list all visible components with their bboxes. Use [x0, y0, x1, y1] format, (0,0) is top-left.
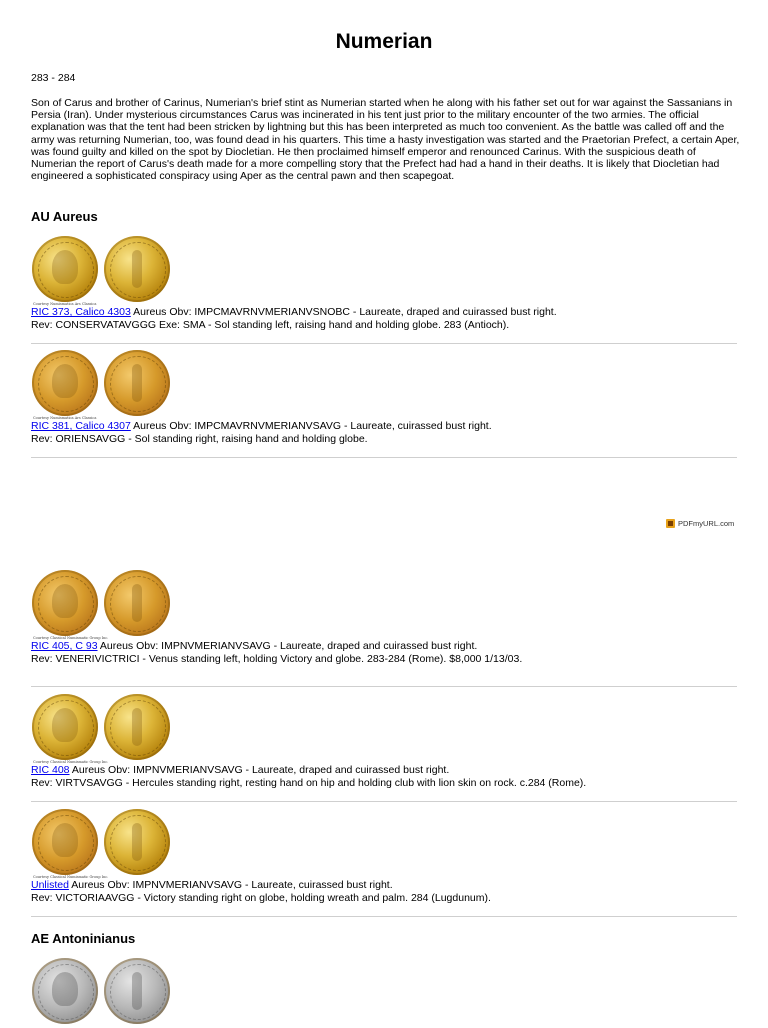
coin-entry	[31, 234, 737, 331]
divider	[31, 801, 737, 802]
coin-images	[31, 568, 737, 640]
ref-link[interactable]: RIC 408	[31, 764, 70, 776]
obverse-description: Aureus Obv: IMPNVMERIANVSAVG - Laureate, draped and cuirassed bust right.	[97, 640, 478, 652]
coin-images	[31, 956, 737, 1028]
reverse-description: Rev: CONSERVATAVGGG Exe: SMA - Sol standing left, raising hand and holding globe. 283 (Antioch).	[31, 318, 510, 331]
coin-obverse-image	[32, 570, 98, 636]
coin-reverse-image	[104, 958, 170, 1024]
coin-entry	[31, 807, 737, 904]
coin-reverse-image	[104, 570, 170, 636]
coin-obverse-image	[32, 958, 98, 1024]
coin-images	[31, 807, 737, 879]
biography-text: Son of Carus and brother of Carinus, Numerian's brief stint as Numerian started when he along with his father set out for war against the Sassanians in Persia (Iran). Under mysterious circumstances Carus was incinerated in his tent just prior to the military encounter of the two armies. The official explanation was that the tent had been stricken by lightning but this has been interpreted as much too convenient. As the battle was called off and the army was returning Numerian, too, was found dead in his quarters. This time a hasty investigation was started and the Praetorian Prefect, a certain Aper, was found guilty and killed on the spot by Diocletian. He then proclaimed himself emperor and renounced Carinus. With the suspicious death of Numerian the report of Carus's death made for a more compelling story that the Prefect had had a hand in their deaths. It is likely that Diocletian had engineered a sophisticated conspiracy using Aper as the central pawn and then scapegoat.	[31, 97, 740, 183]
obverse-description: Aureus Obv: IMPNVMERIANVSAVG - Laureate, cuirassed bust right.	[68, 879, 393, 891]
image-credit: Courtesy Numismatica Ars Classica	[33, 416, 97, 420]
coin-obverse-image	[32, 694, 98, 760]
coin-reverse-image	[104, 694, 170, 760]
reign-dates: 283 - 284	[31, 72, 76, 84]
divider	[31, 686, 737, 687]
section-heading-aureus: AU Aureus	[31, 209, 98, 224]
divider	[31, 457, 737, 458]
coin-obverse-line	[31, 879, 737, 892]
ref-link[interactable]: Unlisted	[31, 879, 69, 891]
coin-obverse-image	[32, 350, 98, 416]
coin-obverse-line	[31, 764, 737, 777]
coin-reverse-image	[104, 350, 170, 416]
ref-link[interactable]: RIC 381, Calico 4307	[31, 420, 131, 432]
pdfmyurl-label: PDFmyURL.com	[678, 519, 735, 528]
coin-images	[31, 692, 737, 764]
coin-obverse-line	[31, 306, 737, 319]
obverse-description: Aureus Obv: IMPCMAVRNVMERIANVSNOBC - Laureate, draped and cuirassed bust right.	[130, 306, 557, 318]
coin-entry	[31, 956, 737, 1028]
obverse-description: Aureus Obv: IMPCMAVRNVMERIANVSAVG - Laureate, cuirassed bust right.	[130, 420, 492, 432]
coin-entry	[31, 692, 737, 789]
image-credit: Courtesy Classical Numismatic Group Inc.	[33, 760, 109, 764]
coin-reverse-image	[104, 809, 170, 875]
coin-images	[31, 234, 737, 306]
ref-link[interactable]: RIC 373, Calico 4303	[31, 306, 131, 318]
reverse-description: Rev: ORIENSAVGG - Sol standing right, raising hand and holding globe.	[31, 432, 368, 445]
image-credit: Courtesy Classical Numismatic Group Inc.	[33, 636, 109, 640]
coin-entry	[31, 348, 737, 445]
coin-obverse-line	[31, 420, 737, 433]
image-credit: Courtesy Classical Numismatic Group Inc.	[33, 875, 109, 879]
page-title: Numerian	[335, 30, 433, 53]
reverse-description: Rev: VIRTVSAVGG - Hercules standing right, resting hand on hip and holding club with lion skin on rock. c.284 (Rome).	[31, 776, 587, 789]
image-credit: Courtesy Numismatica Ars Classica	[33, 302, 97, 306]
obverse-description: Aureus Obv: IMPNVMERIANVSAVG - Laureate, draped and cuirassed bust right.	[69, 764, 450, 776]
coin-obverse-line	[31, 640, 737, 653]
coin-obverse-image	[32, 236, 98, 302]
pdfmyurl-badge[interactable]	[666, 519, 734, 528]
reverse-description: Rev: VICTORIAAVGG - Victory standing right on globe, holding wreath and palm. 284 (Lugdunum).	[31, 891, 491, 904]
coin-entry	[31, 568, 737, 665]
reverse-description: Rev: VENERIVICTRICI - Venus standing left, holding Victory and globe. 283-284 (Rome). $8,000 1/13/03.	[31, 652, 523, 665]
pdf-icon	[666, 519, 675, 528]
coin-images	[31, 348, 737, 420]
divider	[31, 343, 737, 344]
coin-obverse-image	[32, 809, 98, 875]
section-heading-antoninianus: AE Antoninianus	[31, 931, 136, 946]
divider	[31, 916, 737, 917]
ref-link[interactable]: RIC 405, C 93	[31, 640, 98, 652]
coin-reverse-image	[104, 236, 170, 302]
